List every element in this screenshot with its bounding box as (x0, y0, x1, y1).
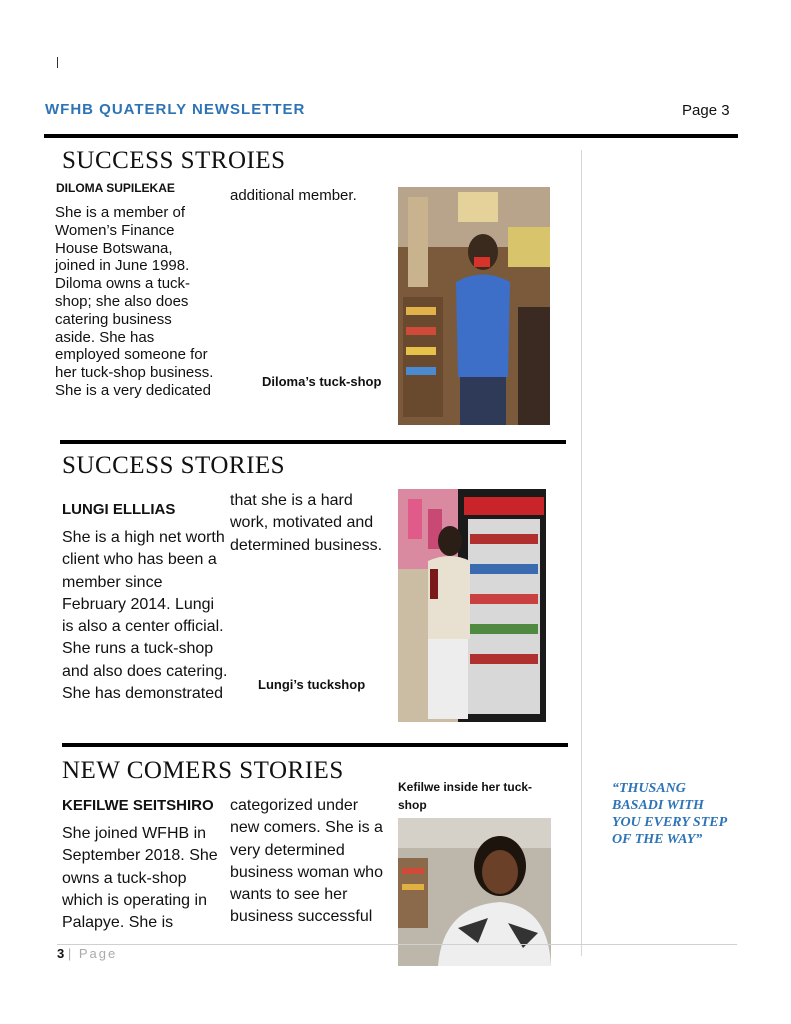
header-rule (44, 134, 738, 138)
footer-page-word: | Page (67, 946, 118, 961)
fridge-shop-photo-icon (398, 489, 546, 722)
text-cursor (57, 57, 58, 68)
story-column-2a: She is a high net worth client who has been a member since February 2014. Lungi is also a center official. She runs a tuck-shop and also does catering. She has demonstrated (62, 529, 228, 703)
page-label: Page 3 (682, 102, 730, 119)
section-rule-2 (62, 743, 568, 747)
member-name-3: KEFILWE SEITSHIRO (62, 797, 214, 814)
footer-page-number: 3 (57, 946, 65, 961)
page-footer (57, 946, 117, 961)
sidebar-quote: “THUSANG BASADI WITH YOU EVERY STEP OF THE WAY” (612, 781, 727, 847)
tuck-shop-photo-icon (398, 187, 550, 425)
member-name-2: LUNGI ELLLIAS (62, 501, 176, 518)
story-column-3b: categorized under new comers. She is a very determined business woman who wants to see her business successful (230, 797, 383, 926)
story-column-1b: additional member. (230, 187, 357, 204)
story-column-3a: She joined WFHB in September 2018. She owns a tuck-shop which is operating in Palapye. She is (62, 825, 218, 932)
section-title-1: SUCCESS STROIES (62, 147, 286, 174)
member-name-1: DILOMA SUPILEKAE (56, 181, 175, 195)
story-column-1a: She is a member of Women’s Finance House Botswana, joined in June 1998. Diloma owns a tuck-shop; she also does catering business aside. She has employed someone for her tuck-shop business. She is a very dedicated (55, 204, 214, 399)
section-title-2: SUCCESS STORIES (62, 452, 286, 479)
footer-rule (57, 944, 737, 945)
story-column-2b: that she is a hard work, motivated and determined business. (230, 492, 383, 554)
photo-caption-2: Lungi’s tuckshop (258, 677, 366, 692)
section-rule-1 (60, 440, 566, 444)
photo-caption-3: Kefilwe inside her tuck-shop (398, 780, 533, 812)
newsletter-title: WFHB QUATERLY NEWSLETTER (45, 101, 306, 118)
section-title-3: NEW COMERS STORIES (62, 757, 344, 784)
photo-caption-1: Diloma’s tuck-shop (262, 374, 382, 389)
sidebar-divider (581, 150, 582, 956)
